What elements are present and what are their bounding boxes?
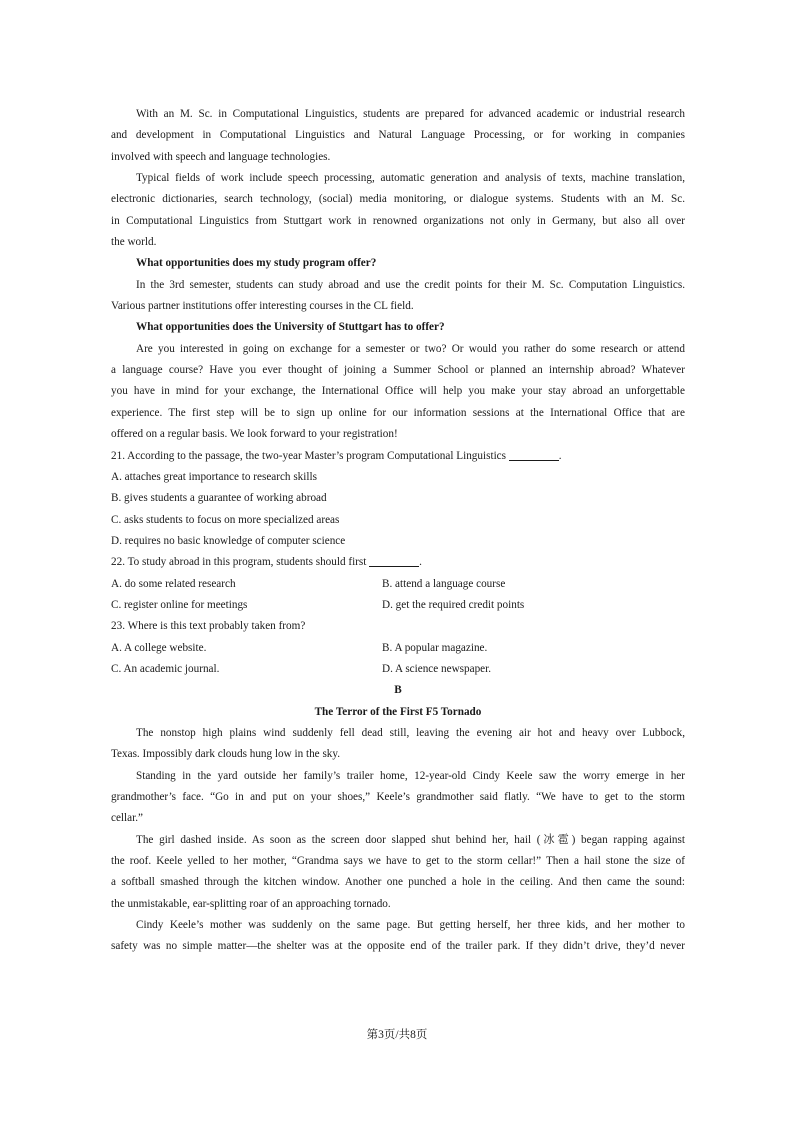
page-number: 第3页/共8页 bbox=[366, 1029, 428, 1041]
question-23-stem: 23. Where is this text probably taken from? bbox=[111, 620, 306, 633]
paragraph-line: Are you interested in going on exchange for a semester or two? Or would you rather do some research or attend bbox=[136, 342, 685, 355]
option-a: A. do some related research bbox=[111, 577, 236, 590]
paragraph-line: you have in mind for your exchange, the International Office will help you make your stay abroad an unforgettable bbox=[111, 385, 685, 398]
paragraph-line: Various partner institutions offer interesting courses in the CL field. bbox=[111, 300, 414, 313]
paragraph-line: In the 3rd semester, students can study abroad and use the credit points for their M. Sc. Computation Linguistics. bbox=[136, 278, 685, 291]
paragraph-line: safety was no simple matter—the shelter was at the opposite end of the trailer park. If they didn’t drive, they’d never bbox=[111, 940, 685, 953]
paragraph-line: grandmother’s face. “Go in and put on your shoes,” Keele’s grandmother said flatly. “We have to get to the storm bbox=[111, 791, 685, 803]
option-b: B. attend a language course bbox=[382, 577, 506, 590]
section-heading: What opportunities does the University of Stuttgart has to offer? bbox=[136, 321, 445, 334]
options-row bbox=[111, 595, 685, 616]
option-c: C. asks students to focus on more specialized areas bbox=[111, 513, 340, 526]
option-c: C. register online for meetings bbox=[111, 598, 248, 611]
paragraph-line: Cindy Keele’s mother was suddenly on the same page. But getting herself, her three kids, and her mother to bbox=[136, 919, 685, 932]
page-content bbox=[111, 104, 685, 958]
option-d: D. A science newspaper. bbox=[382, 662, 492, 675]
answer-blank bbox=[509, 447, 559, 461]
paragraph-line: With an M. Sc. in Computational Linguistics, students are prepared for advanced academic or industrial research bbox=[136, 108, 685, 120]
paragraph-line: the world. bbox=[111, 236, 157, 249]
option-d: D. requires no basic knowledge of computer science bbox=[111, 534, 346, 547]
options-row bbox=[111, 638, 685, 659]
paragraph-line: The girl dashed inside. As soon as the screen door slapped shut behind her, hail (冰雹) began rapping against bbox=[136, 833, 685, 846]
question-22-stem bbox=[111, 552, 685, 573]
paragraph-line: a language course? Have you ever thought of joining a Summer School or planned an internship abroad? Whatever bbox=[111, 364, 685, 377]
question-stem-end: . bbox=[419, 556, 422, 569]
paragraph-line: cellar.” bbox=[111, 812, 143, 825]
paragraph-line: the unmistakable, ear-splitting roar of an approaching tornado. bbox=[111, 897, 391, 910]
options-row bbox=[111, 659, 685, 680]
paragraph-line: The nonstop high plains wind suddenly fell dead still, leaving the evening air hot and heavy over Lubbock, bbox=[136, 726, 685, 739]
paragraph-line: Texas. Impossibly dark clouds hung low in the sky. bbox=[111, 748, 341, 761]
paragraph-line: offered on a regular basis. We look forward to your registration! bbox=[111, 428, 398, 441]
option-a: A. attaches great importance to research skills bbox=[111, 470, 317, 483]
option-d: D. get the required credit points bbox=[382, 598, 525, 611]
question-stem-end: . bbox=[558, 449, 562, 462]
paragraph-line: the roof. Keele yelled to her mother, “Grandma says we have to get to the storm cellar!” Then a hail stone the size of bbox=[111, 855, 685, 868]
paragraph-line: Typical fields of work include speech processing, automatic generation and analysis of texts, machine translation, bbox=[136, 172, 685, 185]
passage-label: B bbox=[394, 684, 402, 697]
option-b: B. A popular magazine. bbox=[382, 641, 488, 654]
paragraph-line: a softball smashed through the kitchen window. Another one punched a hole in the ceiling. And then came the sound: bbox=[111, 876, 685, 889]
passage-title: The Terror of the First F5 Tornado bbox=[314, 705, 482, 718]
section-heading: What opportunities does my study program offer? bbox=[136, 257, 377, 270]
question-stem-text: 22. To study abroad in this program, students should first bbox=[111, 556, 367, 569]
option-b: B. gives students a guarantee of working abroad bbox=[111, 492, 327, 505]
question-stem-text: 21. According to the passage, the two-year Master’s program Computational Linguistics bbox=[111, 449, 506, 462]
paragraph-line: in Computational Linguistics from Stuttgart work in renowned organizations not only in Germany, but also all over bbox=[111, 214, 685, 227]
option-c: C. An academic journal. bbox=[111, 662, 220, 675]
paragraph-line: Standing in the yard outside her family’s trailer home, 12-year-old Cindy Keele saw the worry emerge in her bbox=[136, 769, 685, 782]
paragraph-line: electronic dictionaries, search technology, (social) media monitoring, or dialogue systems. Students with an M. Sc. bbox=[111, 193, 685, 206]
paragraph-line: involved with speech and language technologies. bbox=[111, 150, 331, 163]
question-21-stem bbox=[111, 446, 685, 467]
options-row bbox=[111, 574, 685, 595]
paragraph-line: and development in Computational Linguistics and Natural Language Processing, or for working in companies bbox=[111, 129, 685, 142]
option-a: A. A college website. bbox=[111, 641, 207, 654]
paragraph-line: experience. The first step will be to sign up online for our information sessions at the International Office that are bbox=[111, 406, 685, 419]
answer-blank bbox=[369, 553, 419, 567]
